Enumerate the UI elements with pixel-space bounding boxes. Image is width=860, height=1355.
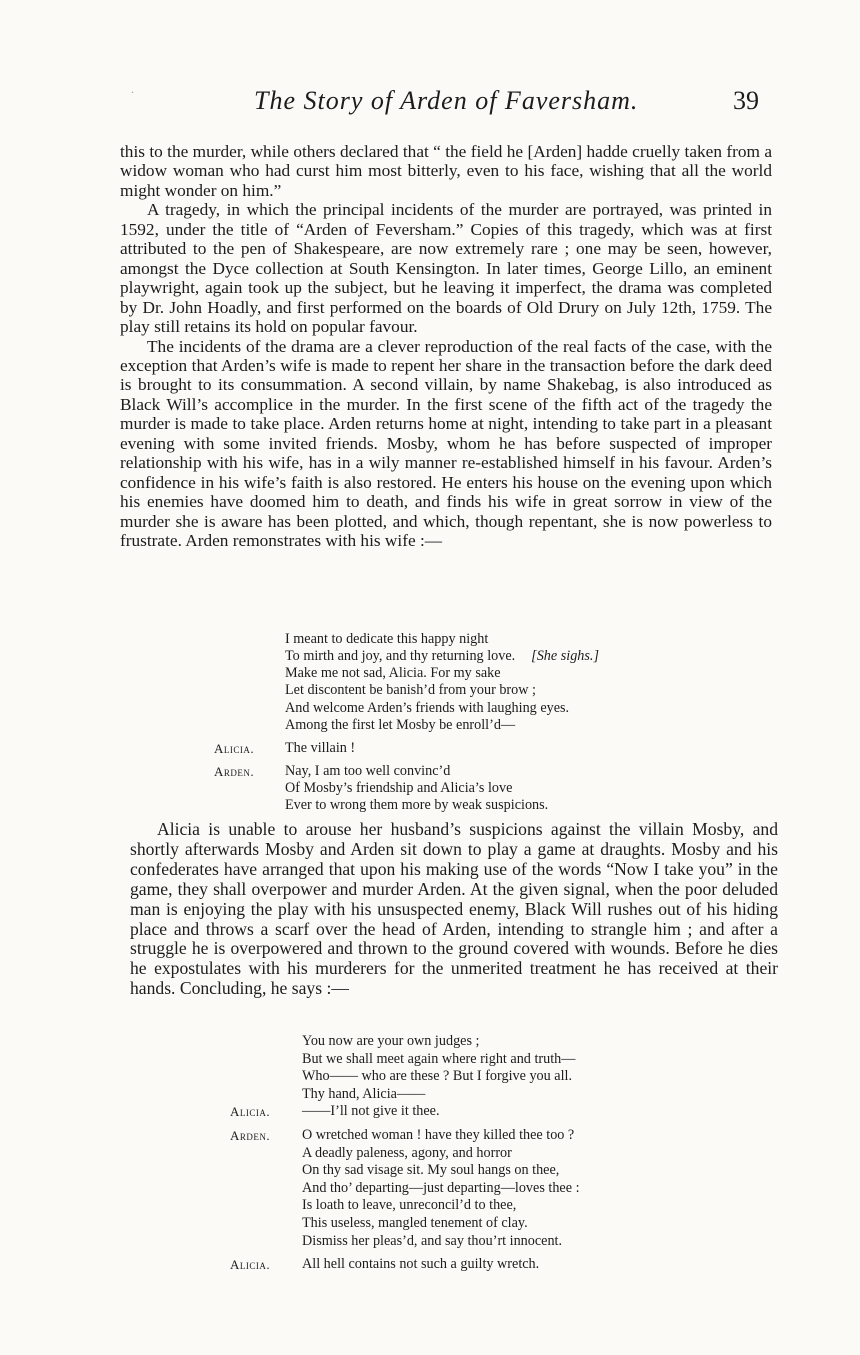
verse-line: On thy sad visage sit. My soul hangs on thee, [302, 1162, 560, 1179]
verse-line: Who—— who are these ? But I forgive you all. [302, 1068, 573, 1085]
speaker-name: Alicia. [230, 1104, 271, 1120]
page-number: 39 [733, 86, 759, 115]
verse-line: This useless, mangled tenement of clay. [302, 1214, 528, 1231]
verse-line: I meant to dedicate this happy night [285, 631, 489, 647]
stage-direction: [She sighs.] [531, 648, 599, 665]
verse-line: Of Mosby’s friendship and Alicia’s love [285, 780, 513, 797]
prose-block-1 [120, 142, 772, 551]
verse-extract-2 [230, 1033, 580, 1274]
verse-line: A deadly paleness, agony, and horror [302, 1144, 512, 1161]
speaker-name: Arden. [230, 1127, 271, 1143]
running-title: The Story of Arden of Faversham. [254, 86, 639, 115]
verse-line: But we shall meet again where right and truth— [302, 1050, 576, 1067]
verse-line: Arden. O wretched woman ! have they killed thee too ? [230, 1126, 575, 1143]
page-header [0, 86, 860, 126]
verse-line: Alicia. ——I’ll not give it thee. [230, 1103, 440, 1120]
verse-line: Arden. Nay, I am too well convinc’d [214, 763, 451, 780]
verse-line: To mirth and joy, and thy returning love. [She sighs.] [285, 648, 599, 665]
paragraph: this to the murder, while others declared that “ the field he [Arden] hadde cruelly taken from a widow woman who had curst him most bitterly, even to his face, wishing that all the world might wonder on him.” [120, 142, 772, 200]
speaker-name: Alicia. [230, 1257, 271, 1273]
prose-block-2 [130, 820, 778, 999]
verse-line: Let discontent be banish’d from your brow ; [285, 682, 536, 699]
paragraph: The incidents of the drama are a clever reproduction of the real facts of the case, with the exception that Arden’s wife is made to repent her share in the transaction before the dark deed is brought to its consummation. A second villain, by name Shakebag, is also introduced as Black Will’s accomplice in the murder. In the first scene of the fifth act of the tragedy the murder is made to take place. Arden returns home at night, intending to take part in a pleasant evening with some invited friends. Mosby, whom he has before suspected of improper relationship with his wife, has in a wily manner re-established himself in his favour. Arden’s confidence in his wife’s faith is also restored. He enters his house on the evening upon which his enemies have doomed him to death, and finds his wife in great sorrow in view of the murder she is aware has been plotted, and which, though repentant, she is now powerless to frustrate. Arden remonstrates with his wife :— [120, 336, 772, 551]
verse-line: Make me not sad, Alicia. For my sake [285, 665, 501, 682]
verse-line: Is loath to leave, unreconcil’d to thee, [302, 1197, 517, 1214]
verse-line: And tho’ departing—just departing—loves thee : [302, 1179, 580, 1196]
verse-line: And welcome Arden’s friends with laughing eyes. [285, 699, 570, 716]
verse-line: You now are your own judges ; [302, 1033, 480, 1049]
verse-extract-1 [214, 631, 599, 815]
verse-line: Thy hand, Alicia—— [302, 1085, 426, 1102]
speaker-name: Arden. [214, 764, 255, 780]
verse-line: Alicia. The villain ! [214, 739, 356, 756]
stray-mark: · [131, 88, 135, 99]
speaker-name: Alicia. [214, 740, 255, 756]
verse-line: Alicia. All hell contains not such a guilty wretch. [230, 1256, 540, 1273]
paragraph: Alicia is unable to arouse her husband’s suspicions against the villain Mosby, and shortly afterwards Mosby and Arden sit down to play a game at draughts. Mosby and his confederates have arranged that upon his making use of the words “Now I take you” in the game, they shall overpower and murder Arden. At the given signal, when the poor deluded man is enjoying the play with his unsuspected enemy, Black Will rushes out of his hiding place and throws a scarf over the head of Arden, intending to strangle him ; and after a struggle he is overpowered and thrown to the ground covered with wounds. Before he dies he expostulates with his murderers for the unmerited treatment he has received at their hands. Concluding, he says :— [130, 819, 778, 999]
paragraph: A tragedy, in which the principal incidents of the murder are portrayed, was printed in 1592, under the title of “Arden of Feversham.” Copies of this tragedy, which was at first attributed to the pen of Shakespeare, are now extremely rare ; one may be seen, however, amongst the Dyce collection at South Kensington. In later times, George Lillo, an eminent playwright, again took up the subject, but he leaving it imperfect, the drama was completed by Dr. John Hoadly, and first performed on the boards of Old Drury on July 12th, 1759. The play still retains its hold on popular favour. [120, 200, 772, 337]
verse-line: Dismiss her pleas’d, and say thou’rt innocent. [302, 1232, 563, 1249]
verse-line: Ever to wrong them more by weak suspicions. [285, 797, 549, 814]
verse-line: Among the first let Mosby be enroll’d— [285, 716, 516, 733]
